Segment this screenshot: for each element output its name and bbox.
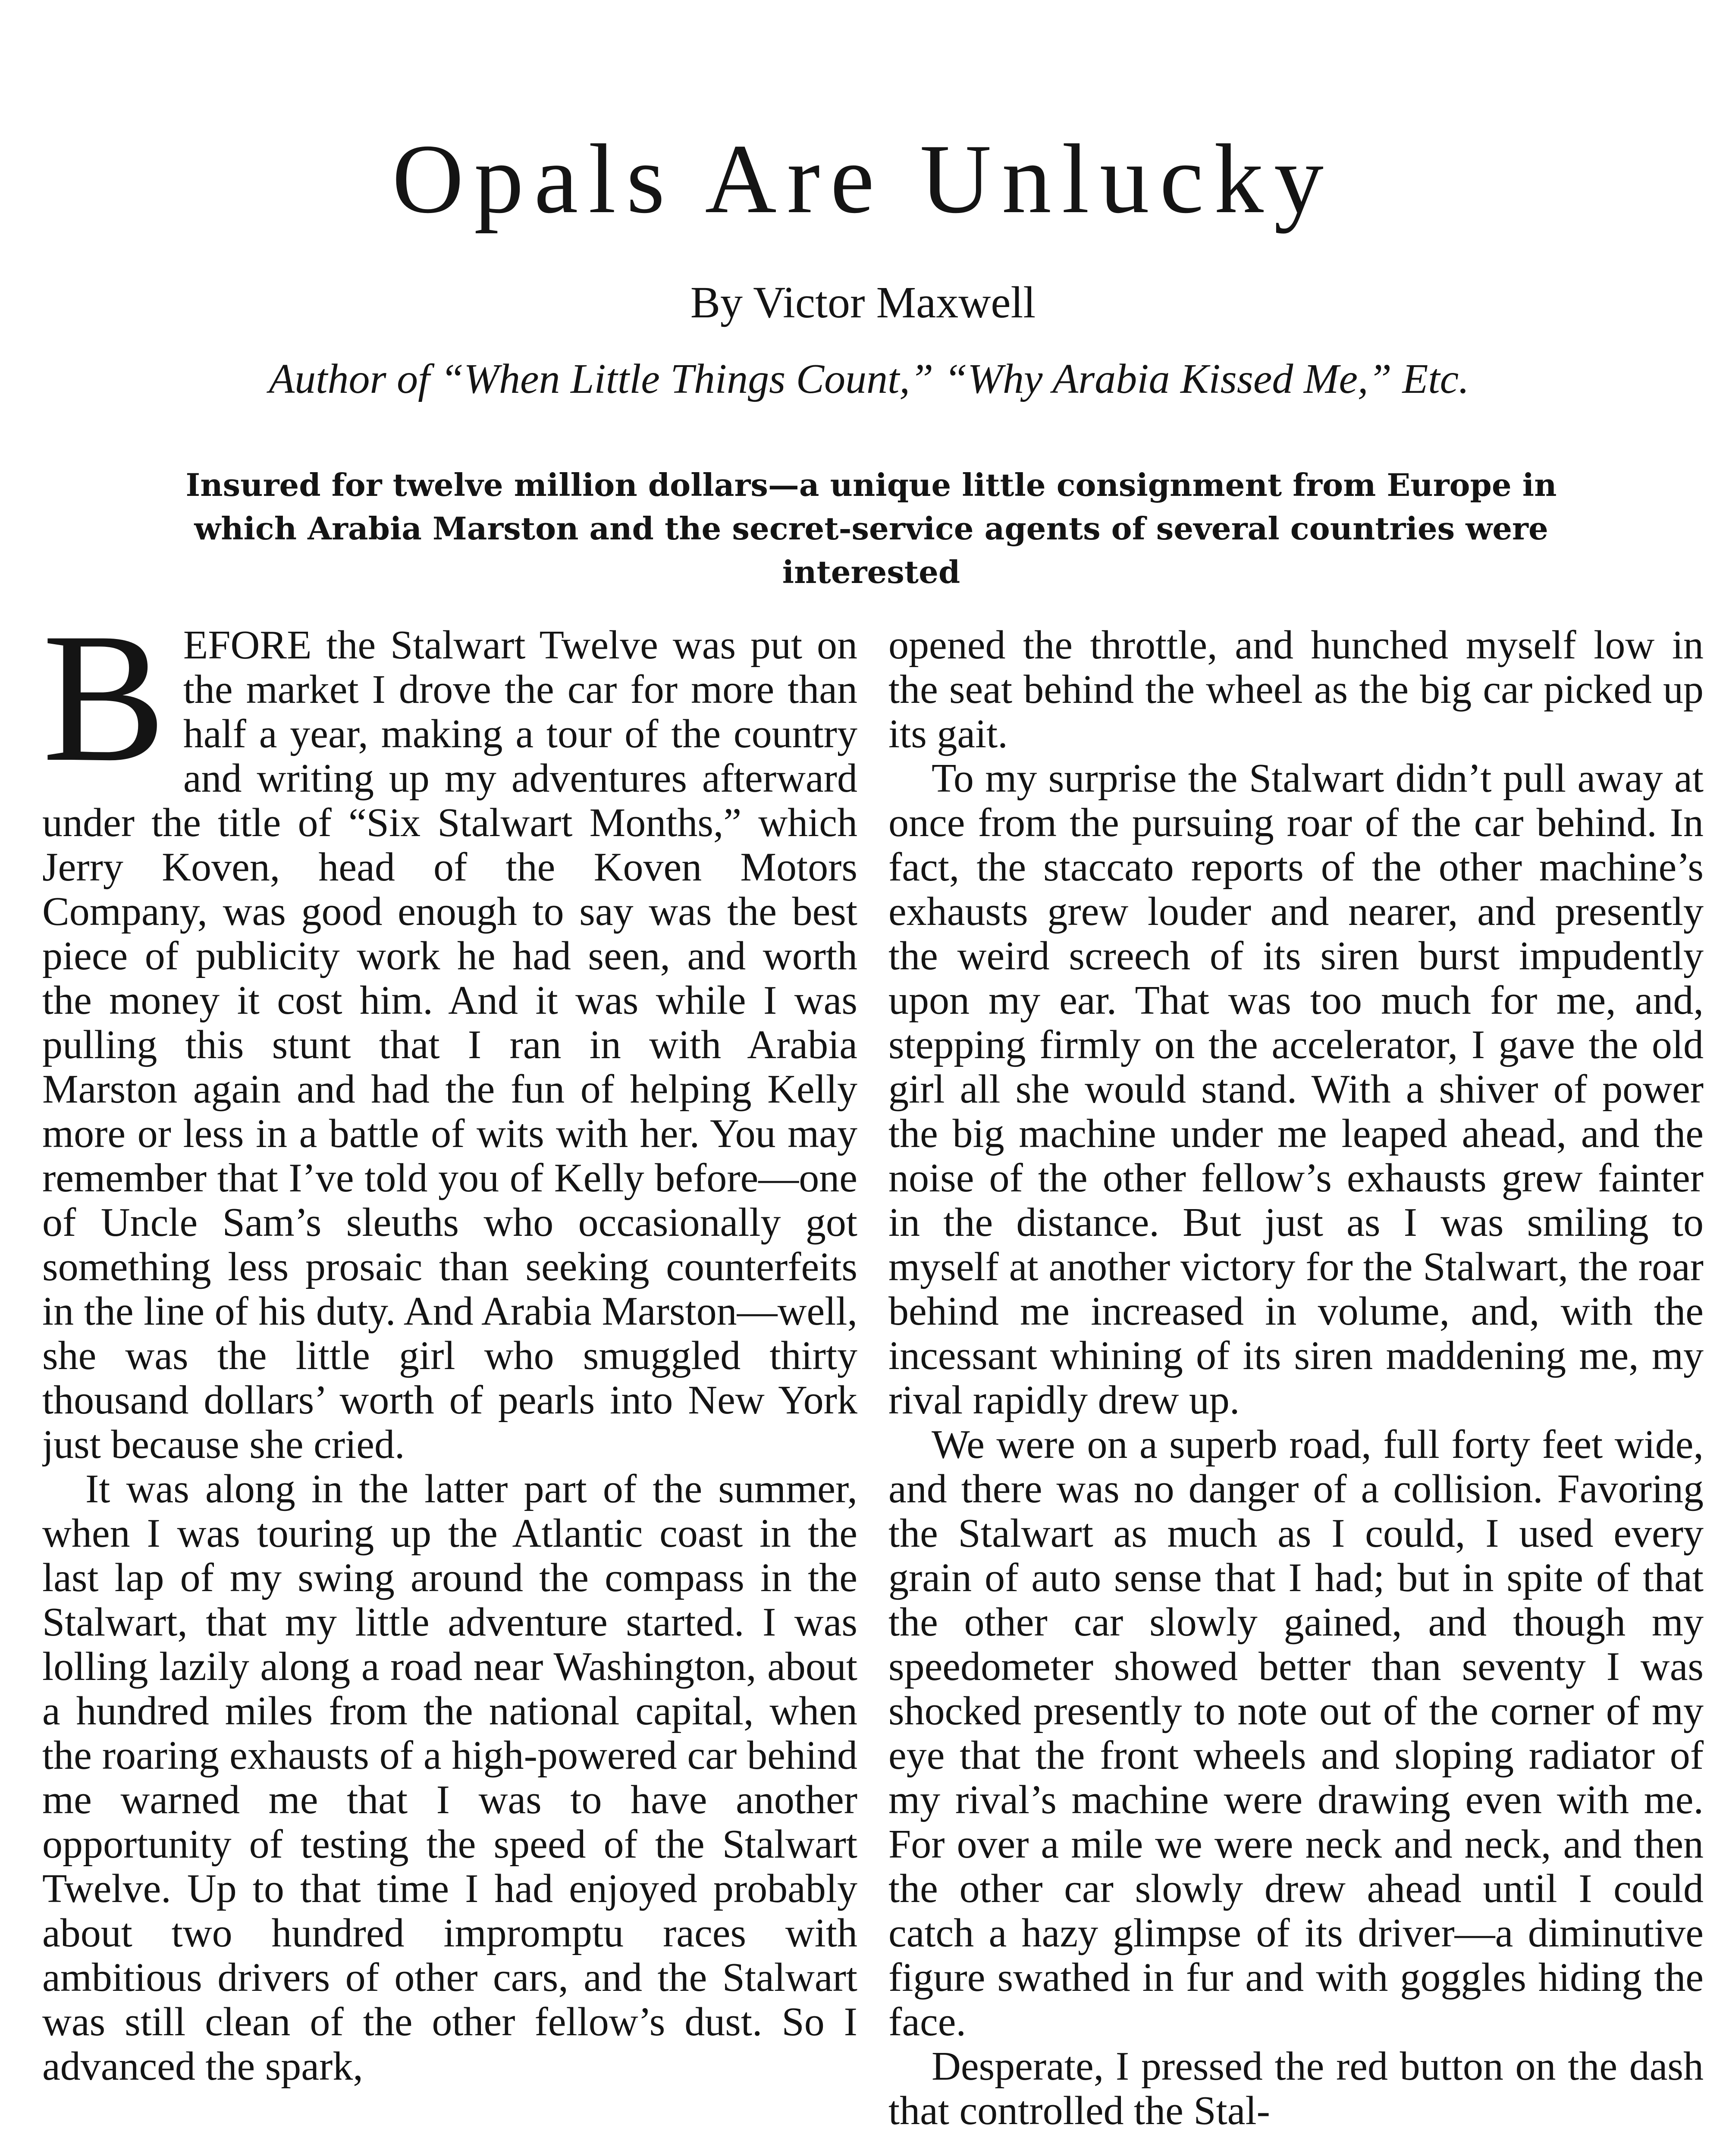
story-blurb: Insured for twelve million dollars—a unique little consignment from Europe in which Arabia Marston and the secret-service agents of several countries were interested <box>185 467 1557 590</box>
paragraph-siren: To my surprise the Stalwart didn’t pull away at once from the pursuing roar of the car behind. In fact, the staccato reports of the other machine’s exhausts grew louder and nearer, and presently the weird screech of its siren burst impudently upon my ear. That was too much for me, and, stepping firmly on the accelerator, I gave the old girl all she would stand. With a shiver of power the big machine under me leaped ahead, and the noise of the other fellow’s exhausts grew fainter in the distance. But just as I was smiling to myself at another victory for the Stalwart, the roar behind me increased in volume, and, with the incessant whining of its siren maddening me, my rival rapidly drew up. <box>888 756 1704 1423</box>
first-paragraph-text: EFORE the Stalwart Twelve was put on the market I drove the car for more than half a year, making a tour of the country and writing up my adventures afterward under the title of “Six Stalwart Months,” which Jerry Koven, head of the Koven Motors Company, was good enough to say was the best piece of publicity work he had seen, and worth the money it cost him. And it was while I was pulling this stunt that I ran in with Arabia Marston again and had the fun of helping Kelly more or less in a battle of wits with her. You may remember that I’ve told you of Kelly before—one of Uncle Sam’s sleuths who occasionally got something less prosaic than seeking counterfeits in the line of his duty. And Arabia Marston—well, she was the little girl who smuggled thirty thousand dollars’ worth of pearls into New York just because she cried. <box>42 623 857 1467</box>
left-column <box>42 623 857 2156</box>
paragraph-desperate: Desperate, I pressed the red button on the dash that controlled the Stal- <box>888 2044 1704 2133</box>
second-paragraph: It was along in the latter part of the summer, when I was touring up the Atlantic coast in the last lap of my swing around the compass in the Stalwart, that my little adventure started. I was lolling lazily along a road near Washington, about a hundred miles from the national capital, when the roaring exhausts of a high-powered car behind me warned me that I was to have another opportunity of testing the speed of the Stalwart Twelve. Up to that time I had enjoyed probably about two hundred impromptu races with ambitious drivers of other cars, and the Stalwart was still clean of the other fellow’s dust. So I advanced the spark, <box>42 1467 857 2089</box>
continued-paragraph: opened the throttle, and hunched myself low in the seat behind the wheel as the big car picked up its gait. <box>888 623 1704 756</box>
author-credits: Author of “When Little Things Count,” “Why Arabia Kissed Me,” Etc. <box>269 356 1469 402</box>
drop-cap: B <box>42 623 166 800</box>
byline: By Victor Maxwell <box>690 278 1036 327</box>
first-paragraph <box>42 623 857 1467</box>
right-column <box>888 623 1704 2156</box>
paragraph-race: We were on a superb road, full forty feet wide, and there was no danger of a collision. Favoring the Stalwart as much as I could, I used every grain of auto sense that I had; but in spite of that the other car slowly gained, and though my speedometer showed better than seventy I was shocked presently to note out of the corner of my eye that the front wheels and sloping radiator of my rival’s machine were drawing even with me. For over a mile we were neck and neck, and then the other car slowly drew ahead until I could catch a hazy glimpse of its driver—a diminutive figure swathed in fur and with goggles hiding the face. <box>888 1422 1704 2044</box>
story-title: Opals Are Unlucky <box>392 124 1334 234</box>
